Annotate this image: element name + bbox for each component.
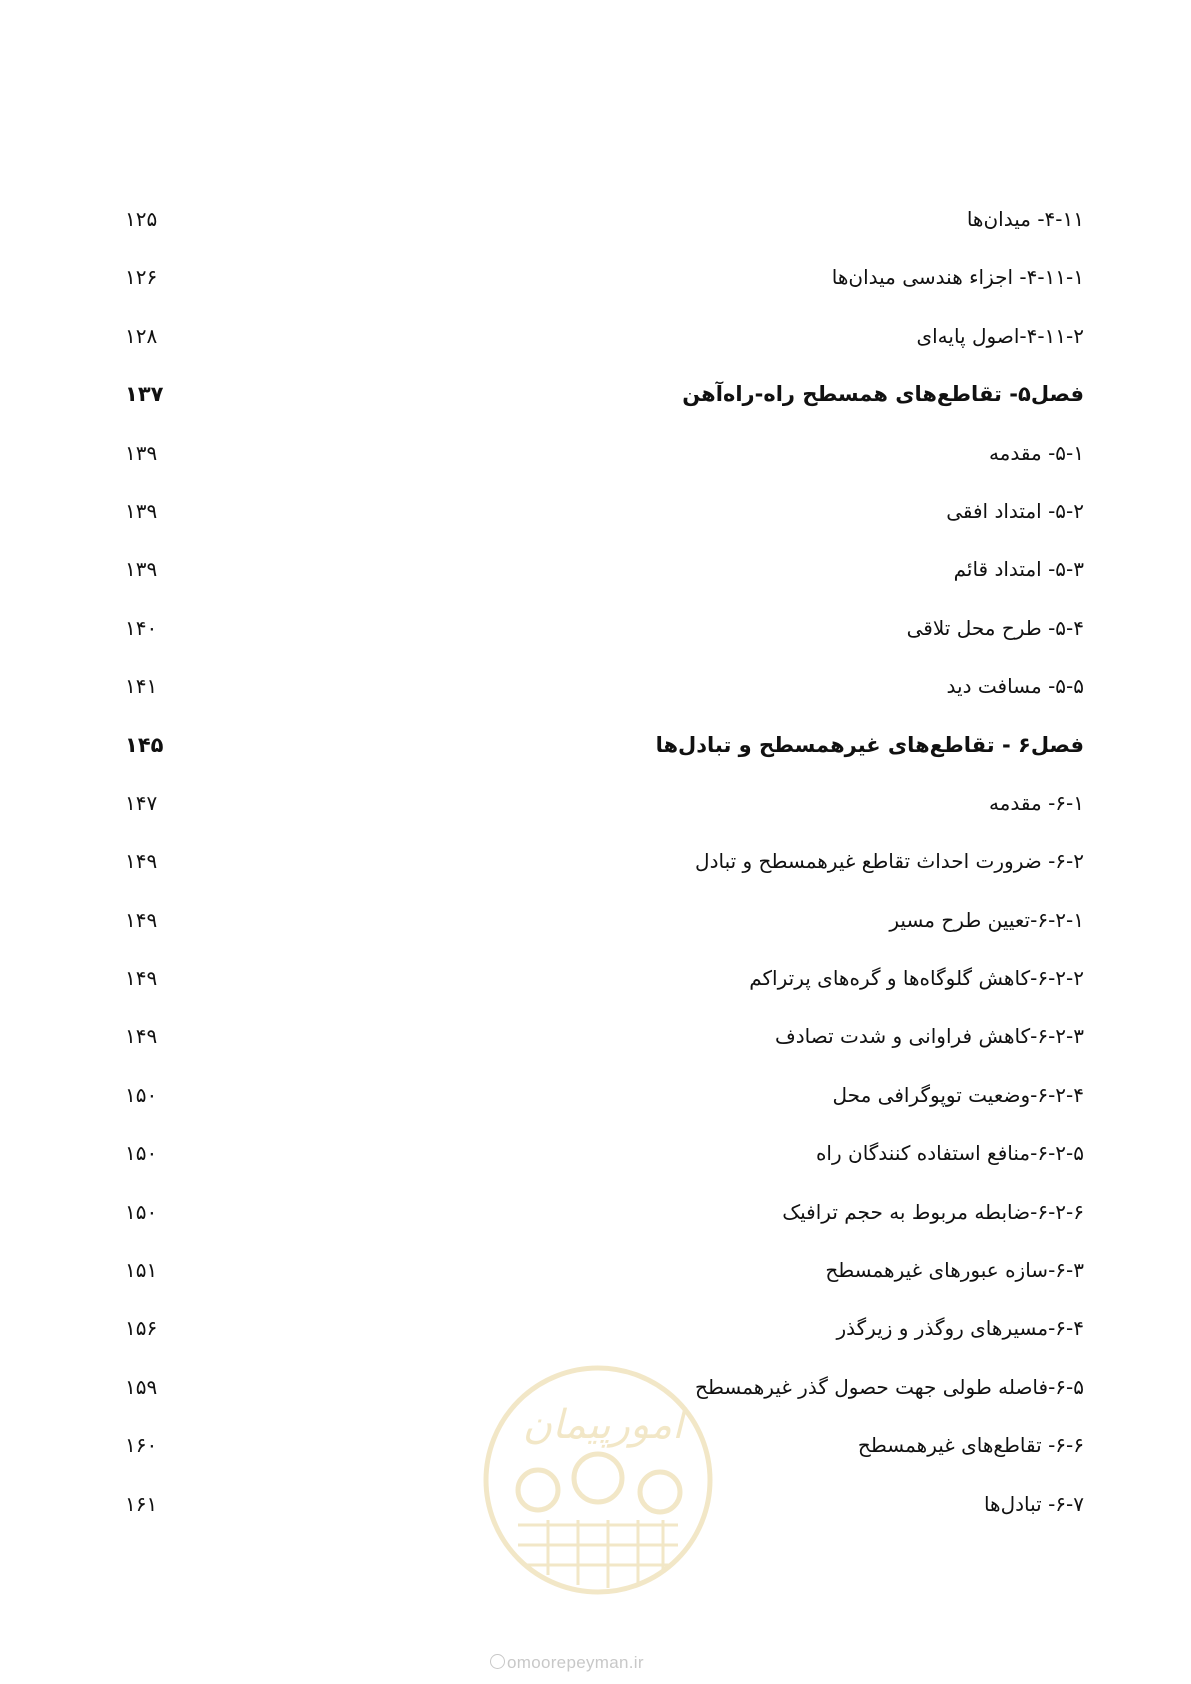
toc-entry-title: ۶-۲-۱-تعیین طرح مسیر <box>889 907 1084 932</box>
toc-page-number: ۱۴۹ <box>125 849 158 874</box>
toc-page-number: ۱۴۵ <box>125 732 164 757</box>
toc-entry-title: ۶-۳-سازه عبورهای غیرهمسطح <box>825 1258 1084 1283</box>
table-of-contents <box>0 205 1191 1548</box>
toc-chapter-row[interactable] <box>0 731 1191 789</box>
toc-entry-title: فصل۶ - تقاطع‌های غیرهمسطح و تبادل‌ها <box>655 732 1084 757</box>
toc-entry-title: ۶-۲-۶-ضابطه مربوط به حجم ترافیک <box>782 1199 1084 1224</box>
toc-page-number: ۱۲۸ <box>125 323 158 348</box>
toc-page-number: ۱۶۱ <box>125 1491 158 1516</box>
toc-entry-title: ۵-۴- طرح محل تلاقی <box>906 615 1084 640</box>
toc-entry-title: ۴-۱۱- میدان‌ها <box>966 207 1084 231</box>
toc-page-number: ۱۴۰ <box>125 615 158 640</box>
watermark-logo <box>478 1360 718 1600</box>
toc-row[interactable] <box>0 847 1191 905</box>
toc-entry-title: ۶-۲-۵-منافع استفاده کنندگان راه <box>815 1141 1084 1166</box>
toc-row[interactable] <box>0 614 1191 672</box>
toc-row[interactable] <box>0 1022 1191 1080</box>
toc-page-number: ۱۴۱ <box>125 674 158 699</box>
toc-entry-title: ۵-۲- امتداد افقی <box>946 498 1084 523</box>
toc-page-number: ۱۵۱ <box>125 1258 158 1283</box>
toc-entry-title: فصل۵- تقاطع‌های همسطح راه-راه‌آهن <box>682 382 1084 407</box>
toc-page-number: ۱۴۹ <box>125 1024 158 1049</box>
watermark-site-label: omoorepeyman.ir <box>507 1653 644 1672</box>
globe-icon <box>490 1654 505 1669</box>
toc-page-number: ۱۳۹ <box>125 557 158 582</box>
toc-entry-title: ۶-۲-۴-وضعیت توپوگرافی محل <box>832 1082 1084 1107</box>
toc-page-number: ۱۵۰ <box>125 1199 158 1224</box>
toc-page-number: ۱۵۹ <box>125 1374 158 1399</box>
toc-row[interactable] <box>0 1256 1191 1314</box>
toc-entry-title: ۶-۴-مسیرهای روگذر و زیرگذر <box>836 1316 1084 1341</box>
toc-row[interactable] <box>0 1198 1191 1256</box>
watermark-site-text <box>490 1653 644 1673</box>
toc-row[interactable] <box>0 263 1191 321</box>
toc-page-number: ۱۳۹ <box>125 440 158 465</box>
toc-entry-title: ۵-۳- امتداد قائم <box>953 557 1084 582</box>
toc-row[interactable] <box>0 1081 1191 1139</box>
toc-page-number: ۱۲۶ <box>125 265 158 290</box>
toc-page-number: ۱۳۹ <box>125 498 158 523</box>
toc-row[interactable] <box>0 205 1191 263</box>
watermark-logo-text: امورپیمان <box>522 1402 684 1448</box>
toc-row[interactable] <box>0 555 1191 613</box>
toc-entry-title: ۶-۵-فاصله طولی جهت حصول گذر غیرهمسطح <box>695 1374 1084 1399</box>
toc-entry-title: ۶-۲-۲-کاهش گلوگاه‌ها و گره‌های پرتراکم <box>749 966 1084 991</box>
toc-row[interactable] <box>0 906 1191 964</box>
toc-page-number: ۱۵۰ <box>125 1141 158 1166</box>
toc-chapter-row[interactable] <box>0 380 1191 438</box>
toc-entry-title: ۶-۲-۳-کاهش فراوانی و شدت تصادف <box>775 1024 1084 1049</box>
toc-entry-title: ۶-۲- ضرورت احداث تقاطع غیرهمسطح و تبادل <box>695 849 1084 874</box>
toc-page-number: ۱۴۹ <box>125 966 158 991</box>
toc-entry-title: ۶-۷- تبادل‌ها <box>983 1491 1084 1516</box>
toc-row[interactable] <box>0 439 1191 497</box>
toc-page-number: ۱۴۹ <box>125 907 158 932</box>
toc-entry-title: ۶-۶- تقاطع‌های غیرهمسطح <box>857 1433 1084 1458</box>
toc-page-number: ۱۵۶ <box>125 1316 158 1341</box>
toc-row[interactable] <box>0 789 1191 847</box>
toc-entry-title: ۴-۱۱-۱- اجزاء هندسی میدان‌ها <box>831 265 1084 290</box>
toc-entry-title: ۴-۱۱-۲-اصول پایه‌ای <box>916 323 1084 348</box>
toc-page-number: ۱۲۵ <box>125 207 158 231</box>
toc-row[interactable] <box>0 672 1191 730</box>
toc-page-number: ۱۵۰ <box>125 1082 158 1107</box>
toc-row[interactable] <box>0 497 1191 555</box>
toc-page-number: ۱۳۷ <box>125 382 164 407</box>
toc-row[interactable] <box>0 322 1191 380</box>
toc-page-number: ۱۴۷ <box>125 790 158 815</box>
toc-row[interactable] <box>0 1139 1191 1197</box>
toc-entry-title: ۶-۱- مقدمه <box>988 790 1084 815</box>
toc-entry-title: ۵-۵- مسافت دید <box>946 674 1084 699</box>
toc-row[interactable] <box>0 964 1191 1022</box>
toc-page-number: ۱۶۰ <box>125 1433 158 1458</box>
toc-entry-title: ۵-۱- مقدمه <box>988 440 1084 465</box>
